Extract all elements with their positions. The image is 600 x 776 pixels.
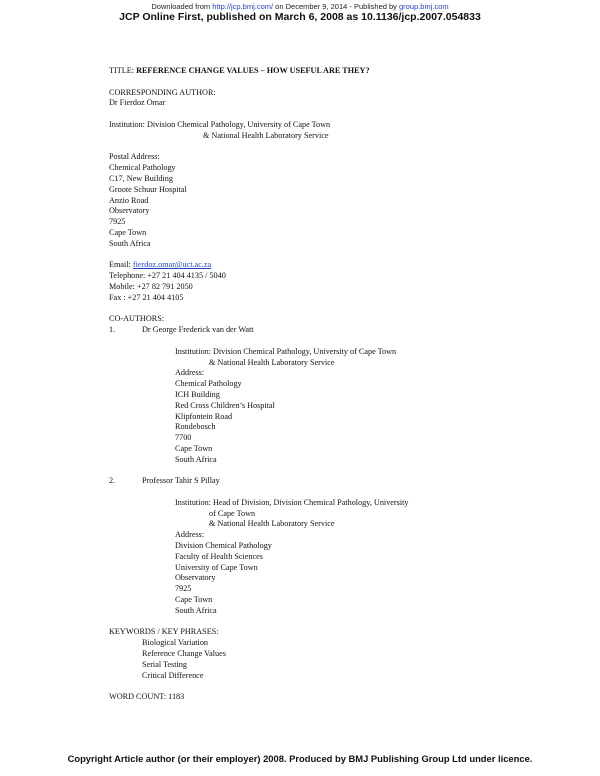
coauthor-1-address-line: Red Cross Children’s Hospital	[175, 400, 275, 410]
postal-line: C17, New Building	[109, 173, 173, 183]
keywords-label: KEYWORDS / KEY PHRASES:	[109, 627, 219, 637]
telephone-line: Telephone: +27 21 404 4135 / 5040	[109, 271, 226, 281]
coauthor-2-institution-1: Institution: Head of Division, Division Chemical Pathology, University	[175, 497, 409, 507]
coauthor-1-address-line: 7700	[175, 433, 192, 443]
coauthor-2-name: Professor Tahir S Pillay	[142, 476, 220, 486]
copyright-footer: Copyright Article author (or their employer) 2008. Produced by BMJ Publishing Group Ltd under licence.	[67, 753, 533, 764]
coauthor-1-address-line: Klipfontein Road	[175, 411, 233, 421]
corresponding-institution-1: Institution: Division Chemical Pathology, University of Cape Town	[109, 119, 331, 129]
coauthor-1-heading	[109, 325, 569, 336]
publisher-link[interactable]: group.bmj.com	[399, 2, 449, 11]
coauthor-2-address-line: University of Cape Town	[175, 562, 258, 572]
word-count: WORD COUNT: 1183	[109, 692, 185, 702]
download-middle: on December 9, 2014 - Published by	[273, 2, 400, 11]
coauthor-2-address-line: Faculty of Health Sciences	[175, 551, 263, 561]
corresponding-institution-2: & National Health Laboratory Service	[203, 130, 329, 140]
download-notice	[0, 2, 600, 11]
coauthor-2-number: 2.	[109, 476, 116, 486]
postal-line: Cape Town	[109, 227, 147, 237]
postal-line: 7925	[109, 217, 126, 227]
email-label: Email:	[109, 260, 133, 270]
online-first-banner: JCP Online First, published on March 6, 2008 as 10.1136/jcp.2007.054833	[119, 11, 481, 23]
jcp-link[interactable]: http://jcp.bmj.com/	[212, 2, 274, 11]
mobile-line: Mobile: +27 82 791 2050	[109, 281, 193, 291]
coauthor-1-address-line: Chemical Pathology	[175, 379, 242, 389]
email-line	[109, 260, 569, 271]
coauthor-1-address-label: Address:	[175, 368, 205, 378]
corresponding-label: CORRESPONDING AUTHOR:	[109, 87, 216, 97]
coauthor-1-institution-2: & National Health Laboratory Service	[209, 357, 335, 367]
coauthor-1-institution-1: Institution: Division Chemical Pathology, University of Cape Town	[175, 346, 397, 356]
coauthor-1-name: Dr George Frederick van der Watt	[142, 325, 254, 335]
coauthor-2-address-line: Cape Town	[175, 595, 213, 605]
coauthor-1-address-line: Cape Town	[175, 443, 213, 453]
keyword-item: Serial Testing	[142, 659, 187, 669]
coauthor-2-address-label: Address:	[175, 530, 205, 540]
coauthor-2-institution-2: of Cape Town	[209, 508, 256, 518]
keyword-item: Critical Difference	[142, 670, 204, 680]
coauthor-2-address-line: Observatory	[175, 573, 216, 583]
download-prefix: Downloaded from	[151, 2, 213, 11]
postal-line: Chemical Pathology	[109, 163, 176, 173]
coauthor-2-address-line: South Africa	[175, 605, 217, 615]
postal-line: South Africa	[109, 238, 151, 248]
coauthors-label: CO-AUTHORS:	[109, 314, 165, 324]
postal-line: Anzio Road	[109, 195, 149, 205]
coauthor-1-address-line: South Africa	[175, 454, 217, 464]
coauthor-1-address-line: ICH Building	[175, 389, 220, 399]
title-line	[109, 66, 569, 77]
article-title: REFERENCE CHANGE VALUES – HOW USEFUL ARE THEY?	[136, 66, 370, 75]
coauthor-2-address-line: 7925	[175, 584, 192, 594]
email-link[interactable]: fierdoz.omar@uct.ac.za	[132, 260, 212, 270]
title-label: TITLE:	[109, 66, 137, 75]
corresponding-name: Dr Fierdoz Omar	[109, 98, 166, 108]
document-body	[109, 66, 569, 703]
postal-line: Groote Schuur Hospital	[109, 184, 187, 194]
coauthor-2-institution-3: & National Health Laboratory Service	[209, 519, 335, 529]
postal-line: Observatory	[109, 206, 150, 216]
keyword-item: Biological Variation	[142, 638, 209, 648]
postal-label: Postal Address:	[109, 152, 160, 162]
coauthor-2-address-line: Division Chemical Pathology	[175, 541, 272, 551]
coauthor-1-address-line: Rondebosch	[175, 422, 216, 432]
coauthor-1-number: 1.	[109, 325, 116, 335]
keyword-item: Reference Change Values	[142, 649, 226, 659]
fax-line: Fax : +27 21 404 4105	[109, 292, 184, 302]
coauthor-2-heading	[109, 476, 569, 487]
